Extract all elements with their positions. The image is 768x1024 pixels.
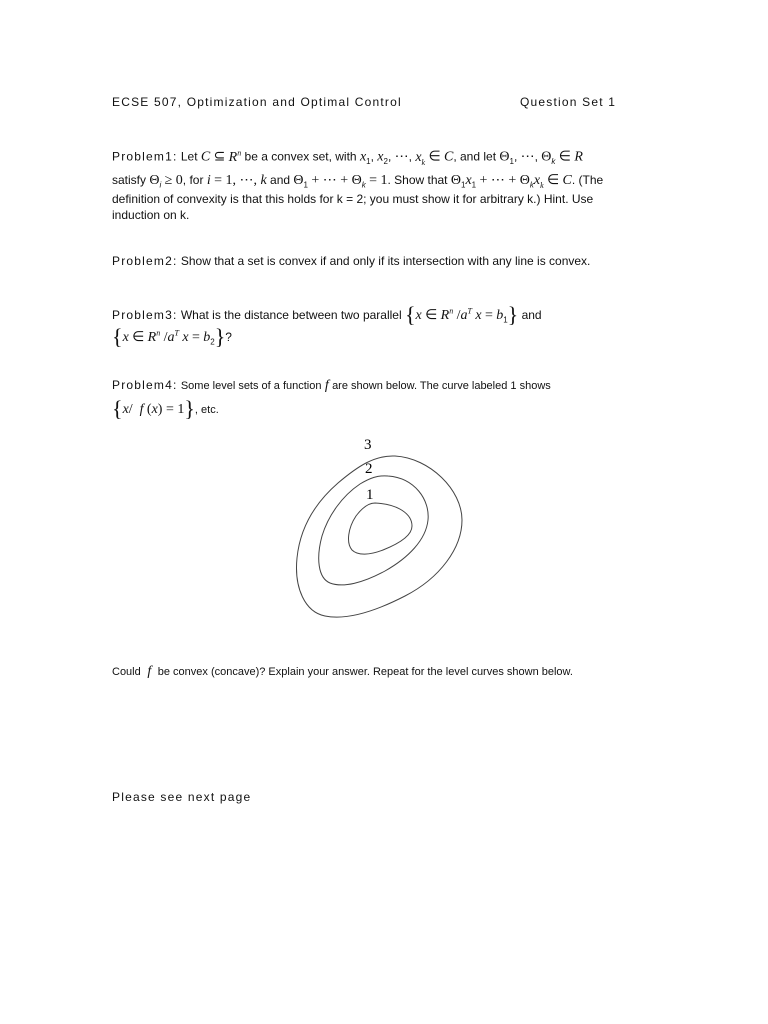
problem1-text: Let: [180, 149, 198, 164]
problem1-text: be a convex set, with: [244, 149, 357, 164]
question-line: Could f be convex (concave)? Explain your answer. Repeat for the level curves shown below.: [112, 664, 573, 679]
problem4-line1: Problem4: Some level sets of a function f are shown below. The curve labeled 1 shows: [112, 378, 551, 393]
level-sets-figure: [280, 428, 480, 628]
problem2-text: Show that a set is convex if and only if its intersection with any line is convex.: [180, 254, 591, 268]
problem1-line2: satisfy $\Theta_i \ge 0$, for i = 1, ⋯, k and $\Theta_1$ + ⋯ + $\Theta_k = 1$. Show that $\Theta_1x_1$ + ⋯ + $\Theta_kx_k$ ∈ C. (The: [112, 173, 604, 190]
problem3-line2: {x ∈ $R^n$ $/a^T$ $x = b_2$}?: [112, 324, 232, 349]
problem1-label: Problem1:: [112, 149, 178, 164]
problem1-line4: induction on k.: [112, 208, 190, 222]
problem1-line1: Problem1: Let C ⊆ $R^n$ be a convex set, with $x_1$, $x_2$, ⋯, $x_k$ ∈ C, and let $\Theta_1$, ⋯, $\Theta_k$ ∈ R: [112, 148, 583, 167]
question-set-title: Question Set 1: [520, 95, 617, 109]
problem3-text: and: [521, 308, 542, 322]
level-curve-3: [297, 456, 462, 617]
course-title: ECSE 507, Optimization and Optimal Control: [112, 95, 402, 109]
problem4-text: , etc.: [194, 404, 219, 416]
problem2: [112, 254, 590, 268]
footer-note: Please see next page: [112, 790, 252, 804]
problem4-text: are shown below. The curve labeled 1 shows: [332, 380, 551, 392]
label-1: 1: [366, 487, 374, 503]
problem3-line1: Problem3: What is the distance between two parallel {x ∈ $R^n$ $/a^T$ $x = b_1$} and: [112, 302, 542, 327]
problem1-text: for: [189, 173, 204, 187]
problem4-text: Some level sets of a function: [180, 380, 322, 392]
label-2: 2: [365, 461, 373, 477]
problem1-text: and: [270, 173, 291, 187]
problem3-label: Problem3:: [112, 308, 178, 322]
question-text: Could: [112, 666, 141, 678]
problem2-label: Problem2:: [112, 254, 178, 268]
level-curve-1: [349, 503, 412, 554]
problem1-line3: definition of convexity is that this holds for k = 2; you must show it for arbitrary k.) Hint. Use: [112, 192, 594, 206]
problem3-text: ?: [225, 330, 232, 344]
problem1-text: . Show that: [387, 173, 448, 187]
problem1-text: satisfy: [112, 173, 147, 187]
problem3-text: What is the distance between two parallel: [180, 308, 402, 322]
problem1-text: , and let: [453, 149, 497, 164]
label-3: 3: [364, 437, 372, 453]
problem1-text: . (The: [571, 173, 604, 187]
problem4-label: Problem4:: [112, 378, 178, 392]
question-text: be convex (concave)? Explain your answer. Repeat for the level curves shown below.: [157, 666, 573, 678]
problem4-line2: {x/ f (x) = 1}, etc.: [112, 396, 219, 421]
